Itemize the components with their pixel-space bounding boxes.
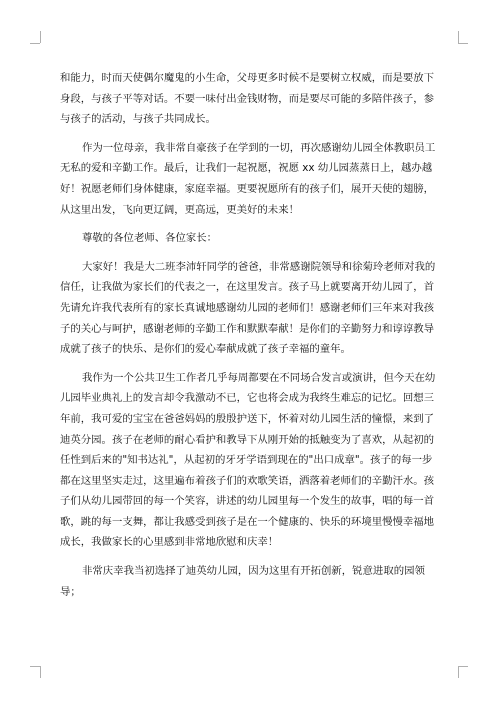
- document-body: [60, 68, 442, 602]
- salutation: 尊敬的各位老师、各位家长：: [82, 232, 218, 245]
- paragraph-5: 非常庆幸我当初选择了迪英幼儿园，因为这里有开拓创新，锐意进取的园领导；: [60, 565, 425, 598]
- paragraph-2: 作为一位母亲，我非常自豪孩子在学到的一切，再次感谢幼儿园全体教职员工无私的爱和辛勤工作。最后，让我们一起祝愿，祝愿 xx 幼儿园蒸蒸日上，越办越好！祝愿老师们身体健康，家庭幸福。更要祝愿所有的孩子们，展开天使的翅膀，从这里出发，飞向更辽阔，更高远，更美好的未来！: [60, 141, 436, 216]
- paragraph-1: 和能力，时而天使偶尔魔鬼的小生命，父母更多时候不是要树立权威，而是要放下身段，与孩子平等对话。不要一味付出金钱财物，而是要尽可能的多陪伴孩子，参与孩子的活动，与孩子共同成长。: [60, 72, 435, 126]
- paragraph-4: 我作为一个公共卫生工作者几乎每周都要在不同场合发言或演讲，但今天在幼儿园毕业典礼上的发言却令我激动不已，它也将会成为我终生难忘的记忆。回想三年前，我可爱的宝宝在爸爸妈妈的殷殷护送下，怀着对幼儿园生活的憧憬，来到了迪英分园。孩子在老师的耐心看护和教导下从刚开始的抵触变为了喜欢，从起初的任性到后来的"知书达礼"，从起初的牙牙学语到现在的"出口成章"。孩子的每一步都在这里坚实走过，这里遍布着孩子们的欢歌笑语，洒落着老师们的辛勤汗水。孩子们从幼儿园带回的每一个笑容，讲述的幼儿园里每一个发生的故事，唱的每一首歌，跳的每一支舞，都让我感受到孩子是在一个健康的、快乐的环境里慢慢幸福地成长，我做家长的心里感到非常地欣慰和庆幸！: [60, 371, 436, 549]
- paragraph-3: 大家好！我是大二班李沛轩同学的爸爸，非常感谢院领导和徐菊玲老师对我的信任，让我做为家长们的代表之一，在这里发言。孩子马上就要离开幼儿园了，首先请允许我代表所有的家长真诚地感谢幼儿园的老师们！感谢老师们三年来对我孩子的关心与呵护，感谢老师的辛勤工作和默默奉献！是你们的辛勤努力和谆谆教导成就了孩子的快乐、是你们的爱心奉献成就了孩子幸福的童年。: [60, 260, 436, 356]
